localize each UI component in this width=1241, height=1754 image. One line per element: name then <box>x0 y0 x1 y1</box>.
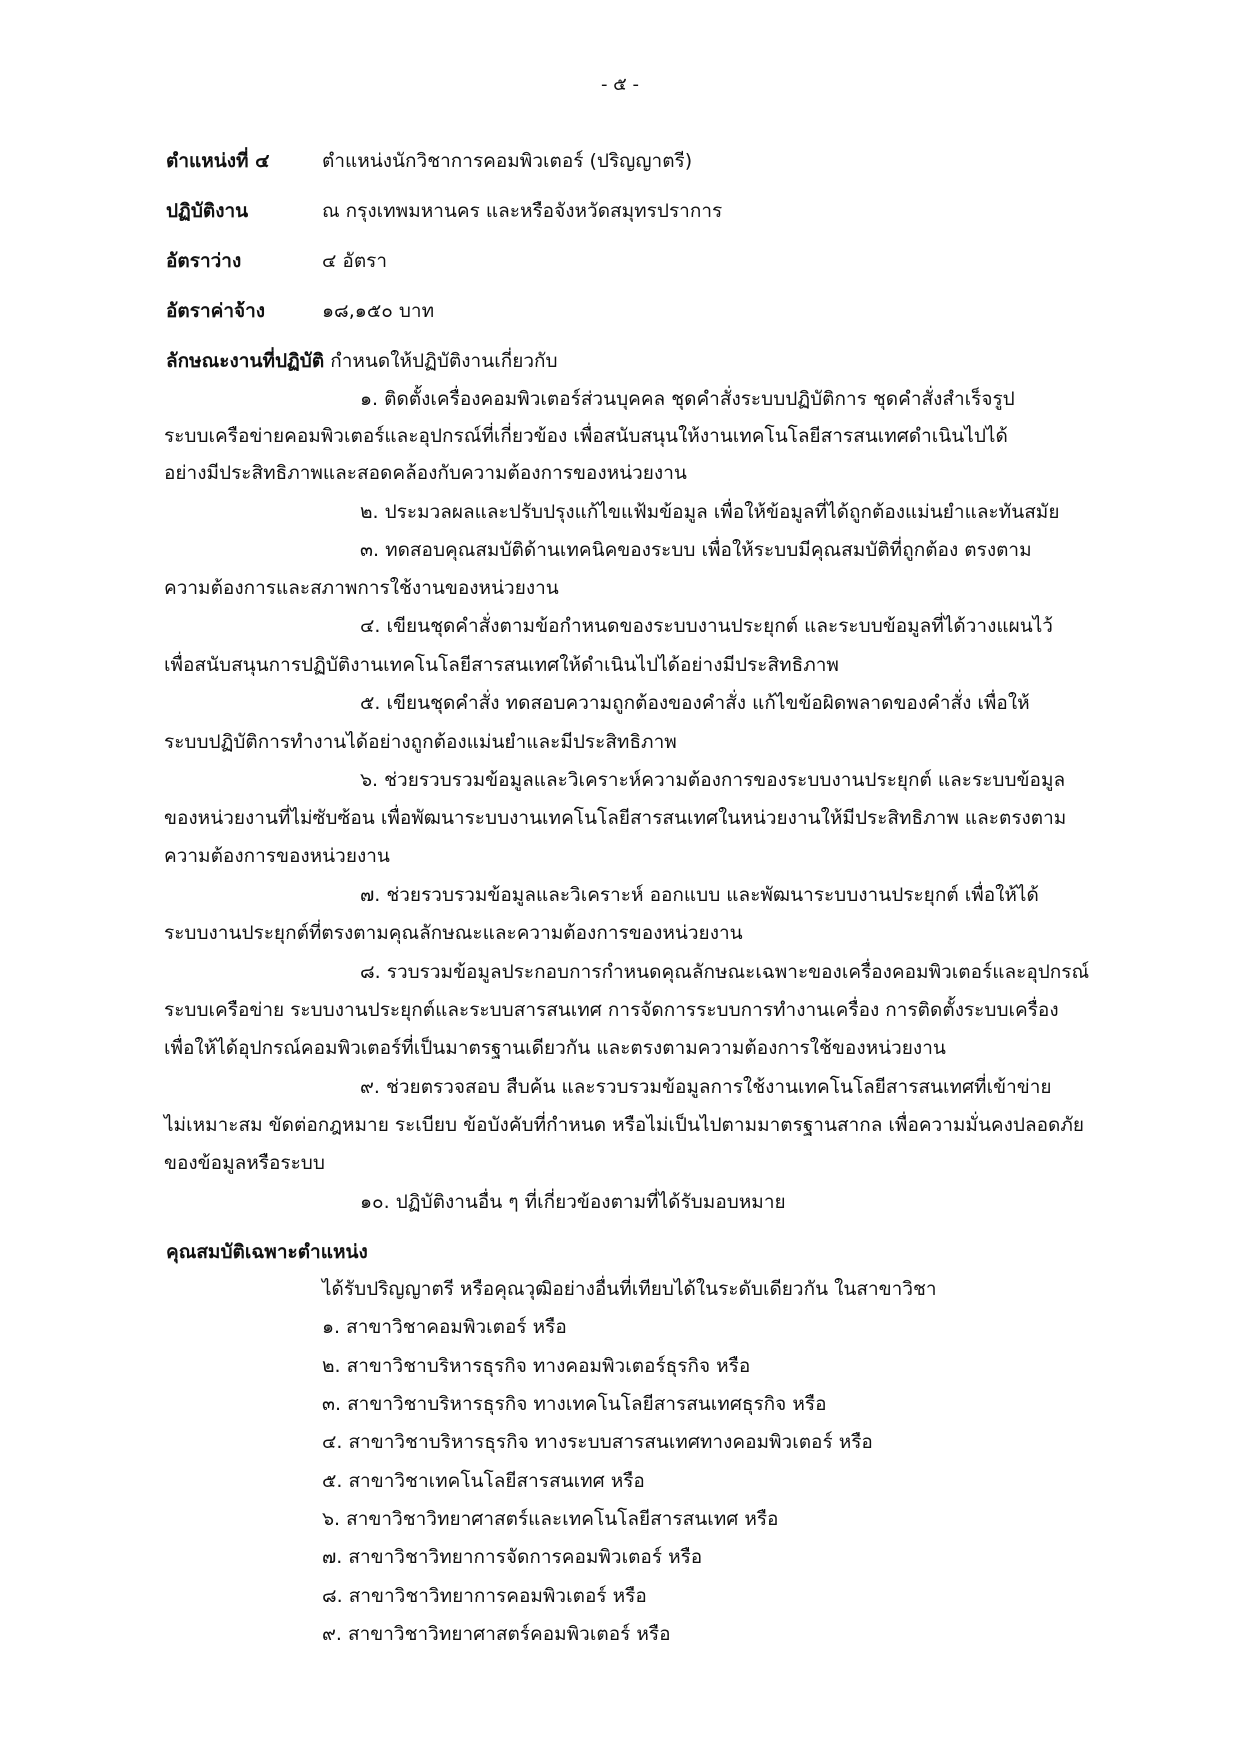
duty-line: ๓. ทดสอบคุณสมบัติด้านเทคนิคของระบบ เพื่อให้ระบบมีคุณสมบัติที่ถูกต้อง ตรงตาม <box>360 539 1032 561</box>
duty-line: ระบบเครือข่ายคอมพิวเตอร์และอุปกรณ์ที่เกี่ยวข้อง เพื่อสนับสนุนให้งานเทคโนโลยีสารสนเทศดำเนินไปได้ <box>164 425 1008 447</box>
qualification-item: ๘. สาขาวิชาวิทยาการคอมพิวเตอร์ หรือ <box>322 1585 647 1607</box>
duty-line: ๒. ประมวลผลและปรับปรุงแก้ไขแฟ้มข้อมูล เพื่อให้ข้อมูลที่ได้ถูกต้องแม่นยำและทันสมัย <box>360 501 1060 523</box>
duty-line: ๔. เขียนชุดคำสั่งตามข้อกำหนดของระบบงานประยุกต์ และระบบข้อมูลที่ได้วางแผนไว้ <box>360 615 1053 637</box>
duties-heading-line <box>166 346 558 376</box>
duty-line: เพื่อสนับสนุนการปฏิบัติงานเทคโนโลยีสารสนเทศให้ดำเนินไปได้อย่างมีประสิทธิภาพ <box>164 654 839 676</box>
qualification-item: ๔. สาขาวิชาบริหารธุรกิจ ทางระบบสารสนเทศทางคอมพิวเตอร์ หรือ <box>322 1431 873 1453</box>
qualification-item: ๖. สาขาวิชาวิทยาศาสตร์และเทคโนโลยีสารสนเทศ หรือ <box>322 1508 779 1530</box>
vacancy-value: ๔ อัตรา <box>322 250 388 272</box>
duty-line: ๗. ช่วยรวบรวมข้อมูลและวิเคราะห์ ออกแบบ และพัฒนาระบบงานประยุกต์ เพื่อให้ได้ <box>360 884 1039 906</box>
page-number: - ๕ - <box>600 74 640 95</box>
duties-intro: กำหนดให้ปฏิบัติงานเกี่ยวกับ <box>330 350 558 372</box>
duty-line: ๕. เขียนชุดคำสั่ง ทดสอบความถูกต้องของคำสั่ง แก้ไขข้อผิดพลาดของคำสั่ง เพื่อให้ <box>360 692 1030 714</box>
duty-line: ๑. ติดตั้งเครื่องคอมพิวเตอร์ส่วนบุคคล ชุดคำสั่งระบบปฏิบัติการ ชุดคำสั่งสำเร็จรูป <box>360 388 1015 410</box>
position-value: ตำแหน่งนักวิชาการคอมพิวเตอร์ (ปริญญาตรี) <box>322 150 693 172</box>
duty-line: ๑๐. ปฏิบัติงานอื่น ๆ ที่เกี่ยวข้องตามที่ได้รับมอบหมาย <box>360 1191 786 1213</box>
duty-line: ของหน่วยงานที่ไม่ซับซ้อน เพื่อพัฒนาระบบงานเทคโนโลยีสารสนเทศในหน่วยงานให้มีประสิทธิภาพ และตรงตาม <box>164 807 1067 829</box>
duty-line: ๖. ช่วยรวบรวมข้อมูลและวิเคราะห์ความต้องการของระบบงานประยุกต์ และระบบข้อมูล <box>360 769 1066 791</box>
duty-line: ๘. รวบรวมข้อมูลประกอบการกำหนดคุณลักษณะเฉพาะของเครื่องคอมพิวเตอร์และอุปกรณ์ <box>360 961 1090 983</box>
salary-label: อัตราค่าจ้าง <box>166 300 266 322</box>
duty-line: ความต้องการและสภาพการใช้งานของหน่วยงาน <box>164 577 559 599</box>
duty-line: ระบบงานประยุกต์ที่ตรงตามคุณลักษณะและความต้องการของหน่วยงาน <box>164 922 743 944</box>
qualification-item: ๑. สาขาวิชาคอมพิวเตอร์ หรือ <box>322 1316 567 1338</box>
qualification-item: ๗. สาขาวิชาวิทยาการจัดการคอมพิวเตอร์ หรือ <box>322 1546 703 1568</box>
duty-line: ความต้องการของหน่วยงาน <box>164 845 390 867</box>
salary-value: ๑๘,๑๕๐ บาท <box>322 300 435 322</box>
duty-line: เพื่อให้ได้อุปกรณ์คอมพิวเตอร์ที่เป็นมาตรฐานเดียวกัน และตรงตามความต้องการใช้ของหน่วยงาน <box>164 1037 946 1059</box>
vacancy-label: อัตราว่าง <box>166 250 242 272</box>
duty-line: ของข้อมูลหรือระบบ <box>164 1152 325 1174</box>
work-location-label: ปฏิบัติงาน <box>166 200 249 222</box>
duty-line: ระบบปฏิบัติการทำงานได้อย่างถูกต้องแม่นยำและมีประสิทธิภาพ <box>164 731 677 753</box>
duty-line: ระบบเครือข่าย ระบบงานประยุกต์และระบบสารสนเทศ การจัดการระบบการทำงานเครื่อง การติดตั้งระบบเครื่อง <box>164 999 1059 1021</box>
duty-line: ๙. ช่วยตรวจสอบ สืบค้น และรวบรวมข้อมูลการใช้งานเทคโนโลยีสารสนเทศที่เข้าข่าย <box>360 1076 1052 1098</box>
duties-heading: ลักษณะงานที่ปฏิบัติ <box>166 350 325 372</box>
qualifications-heading: คุณสมบัติเฉพาะตำแหน่ง <box>166 1241 368 1263</box>
qualifications-intro: ได้รับปริญญาตรี หรือคุณวุฒิอย่างอื่นที่เทียบได้ในระดับเดียวกัน ในสาขาวิชา <box>322 1278 937 1300</box>
qualification-item: ๕. สาขาวิชาเทคโนโลยีสารสนเทศ หรือ <box>322 1470 645 1492</box>
qualification-item: ๒. สาขาวิชาบริหารธุรกิจ ทางคอมพิวเตอร์ธุรกิจ หรือ <box>322 1355 751 1377</box>
duty-line: อย่างมีประสิทธิภาพและสอดคล้องกับความต้องการของหน่วยงาน <box>164 462 687 484</box>
work-location-value: ณ กรุงเทพมหานคร และหรือจังหวัดสมุทรปราการ <box>322 200 723 222</box>
duty-line: ไม่เหมาะสม ขัดต่อกฎหมาย ระเบียบ ข้อบังคับที่กำหนด หรือไม่เป็นไปตามมาตรฐานสากล เพื่อความมั่นคงปลอดภัย <box>164 1114 1085 1136</box>
position-label: ตำแหน่งที่ ๔ <box>166 150 270 172</box>
qualification-item: ๙. สาขาวิชาวิทยาศาสตร์คอมพิวเตอร์ หรือ <box>322 1623 671 1645</box>
qualification-item: ๓. สาขาวิชาบริหารธุรกิจ ทางเทคโนโลยีสารสนเทศธุรกิจ หรือ <box>322 1393 827 1415</box>
